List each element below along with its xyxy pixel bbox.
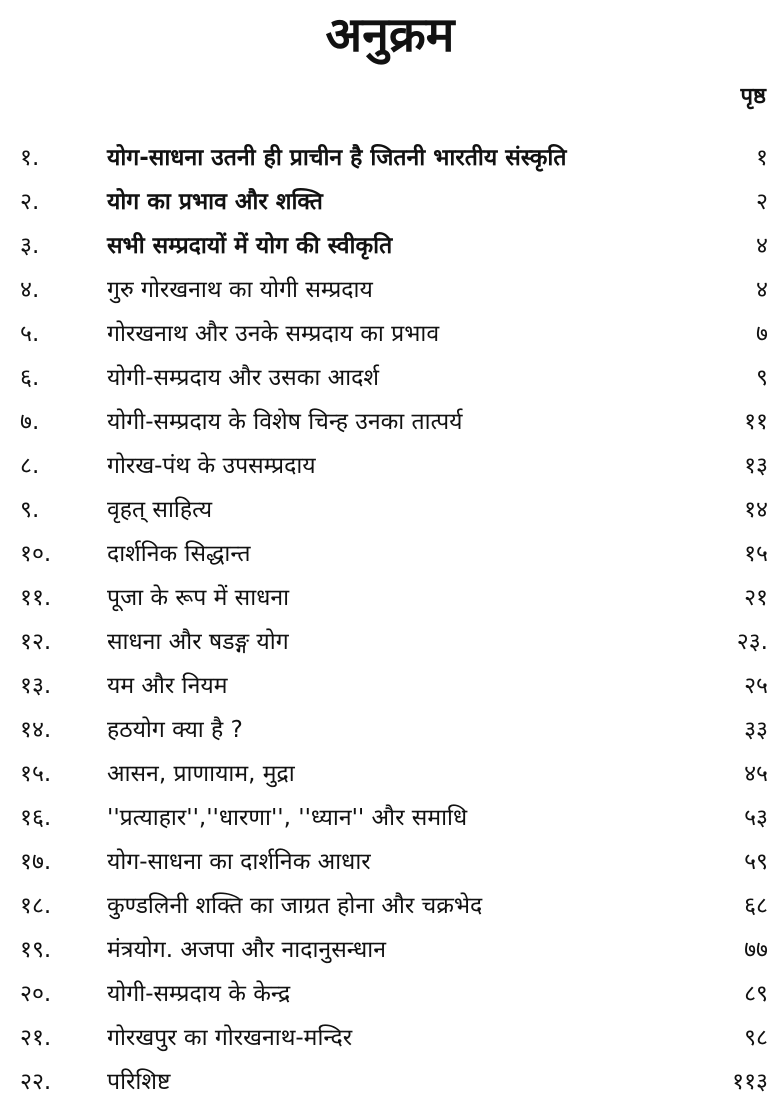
toc-entry: [0, 400, 780, 444]
entry-number: ७.: [20, 409, 40, 435]
toc-entry: [0, 664, 780, 708]
toc-entry: [0, 444, 780, 488]
entry-number: २१.: [20, 1025, 52, 1051]
entry-title: गोरखनाथ और उनके सम्प्रदाय का प्रभाव: [107, 321, 440, 347]
entry-title: योगी-सम्प्रदाय के केन्द्र: [107, 981, 291, 1007]
entry-title: गोरखपुर का गोरखनाथ-मन्दिर: [107, 1025, 353, 1051]
entry-title: योग का प्रभाव और शक्ति: [107, 189, 323, 215]
entry-page: ५३: [744, 805, 768, 831]
entry-title: दार्शनिक सिद्धान्त: [107, 541, 251, 567]
entry-page: १: [756, 145, 768, 171]
entry-title: पूजा के रूप में साधना: [107, 585, 290, 611]
toc-entry: [0, 928, 780, 972]
entry-title: योग-साधना उतनी ही प्राचीन है जितनी भारतीय संस्कृति: [107, 145, 567, 171]
table-of-contents: [0, 136, 780, 1104]
toc-entry: [0, 312, 780, 356]
entry-number: ९.: [20, 497, 40, 523]
entry-page: ११: [744, 409, 768, 435]
toc-entry: [0, 268, 780, 312]
entry-number: १८.: [20, 893, 52, 919]
entry-page: ५९: [744, 849, 768, 875]
toc-entry: [0, 884, 780, 928]
entry-title: योग-साधना का दार्शनिक आधार: [107, 849, 371, 875]
entry-title: ''प्रत्याहार'',''धारणा'', ''ध्यान'' और समाधि: [107, 805, 468, 831]
entry-page: ४: [756, 277, 768, 303]
entry-number: १०.: [20, 541, 52, 567]
entry-page: ४५: [744, 761, 768, 787]
page-column-header: पृष्ठ: [740, 84, 766, 109]
entry-number: २.: [20, 189, 40, 215]
entry-number: १.: [20, 145, 40, 171]
entry-number: २२.: [20, 1069, 52, 1095]
toc-entry: [0, 620, 780, 664]
entry-number: ५.: [20, 321, 40, 347]
toc-entry: [0, 1060, 780, 1104]
entry-title: आसन, प्राणायाम, मुद्रा: [107, 761, 295, 787]
entry-page: ९८: [744, 1025, 768, 1051]
entry-title: सभी सम्प्रदायों में योग की स्वीकृति: [107, 233, 393, 259]
entry-number: ११.: [20, 585, 52, 611]
toc-entry: [0, 752, 780, 796]
entry-page: ३३: [744, 717, 768, 743]
entry-title: वृहत् साहित्य: [107, 497, 213, 523]
entry-number: २०.: [20, 981, 52, 1007]
entry-page: २३.: [736, 629, 768, 655]
entry-number: १७.: [20, 849, 52, 875]
entry-number: १२.: [20, 629, 52, 655]
entry-number: ३.: [20, 233, 40, 259]
toc-entry: [0, 532, 780, 576]
entry-title: साधना और षडङ्ग योग: [107, 629, 289, 655]
toc-entry: [0, 708, 780, 752]
entry-title: कुण्डलिनी शक्ति का जाग्रत होना और चक्रभेद: [107, 893, 483, 919]
entry-page: ६८: [744, 893, 768, 919]
entry-number: १३.: [20, 673, 52, 699]
entry-number: ८.: [20, 453, 40, 479]
entry-page: १३: [744, 453, 768, 479]
entry-title: योगी-सम्प्रदाय और उसका आदर्श: [107, 365, 379, 391]
entry-page: १४: [744, 497, 768, 523]
entry-number: १५.: [20, 761, 52, 787]
entry-number: १९.: [20, 937, 52, 963]
entry-page: ११३: [732, 1069, 768, 1095]
toc-entry: [0, 796, 780, 840]
entry-page: २: [756, 189, 768, 215]
entry-page: ४: [756, 233, 768, 259]
entry-title: गोरख-पंथ के उपसम्प्रदाय: [107, 453, 316, 479]
toc-entry: [0, 356, 780, 400]
page-title: अनुक्रम: [325, 7, 455, 63]
entry-title: मंत्रयोग. अजपा और नादानुसन्धान: [107, 937, 386, 963]
toc-entry: [0, 576, 780, 620]
entry-title: यम और नियम: [107, 673, 228, 699]
toc-entry: [0, 488, 780, 532]
entry-page: १५: [744, 541, 768, 567]
entry-number: १६.: [20, 805, 52, 831]
entry-title: हठयोग क्या है ?: [107, 717, 243, 743]
toc-entry: [0, 180, 780, 224]
entry-number: ६.: [20, 365, 40, 391]
entry-page: ७: [756, 321, 768, 347]
entry-page: ७७: [744, 937, 768, 963]
entry-title: गुरु गोरखनाथ का योगी सम्प्रदाय: [107, 277, 373, 303]
toc-entry: [0, 224, 780, 268]
entry-title: योगी-सम्प्रदाय के विशेष चिन्ह उनका तात्पर्य: [107, 409, 463, 435]
toc-entry: [0, 1016, 780, 1060]
entry-page: ८९: [744, 981, 768, 1007]
toc-entry: [0, 840, 780, 884]
entry-number: १४.: [20, 717, 52, 743]
entry-number: ४.: [20, 277, 40, 303]
toc-entry: [0, 972, 780, 1016]
toc-entry: [0, 136, 780, 180]
entry-title: परिशिष्ट: [107, 1069, 171, 1095]
entry-page: ९: [756, 365, 768, 391]
entry-page: २१: [744, 585, 768, 611]
entry-page: २५: [744, 673, 768, 699]
